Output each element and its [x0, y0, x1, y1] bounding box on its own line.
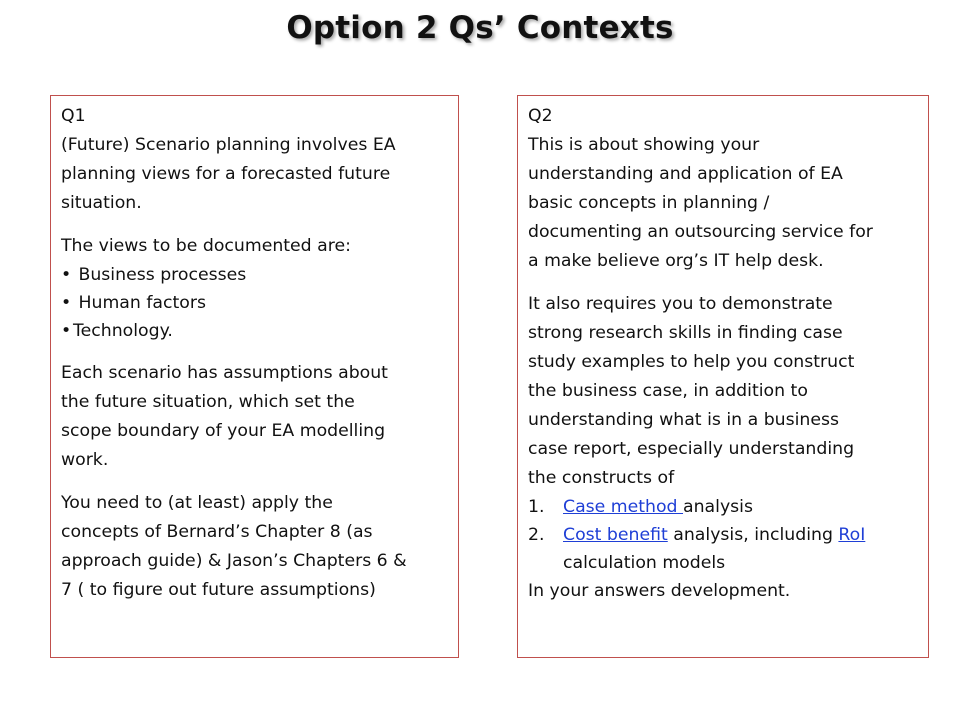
q1-apply-line: You need to (at least) apply the: [61, 493, 333, 513]
q1-scenario-line: work.: [61, 450, 109, 470]
q1-intro-line: planning views for a forecasted future: [61, 164, 391, 184]
list-item: [61, 261, 448, 289]
slide-title: Option 2 Qs’ Contexts: [286, 10, 674, 46]
spacer: [61, 475, 448, 489]
item-content: [563, 521, 865, 549]
item-content: [563, 493, 753, 521]
q1-apply-line: concepts of Bernard’s Chapter 8 (as: [61, 522, 373, 542]
q1-apply-line: approach guide) & Jason’s Chapters 6 &: [61, 551, 407, 571]
case-method-link[interactable]: Case method: [563, 497, 684, 517]
q2-closing: In your answers development.: [528, 581, 791, 601]
roi-link[interactable]: RoI: [838, 525, 866, 545]
q2-research-line: study examples to help you construct: [528, 352, 855, 372]
list-item: [61, 289, 448, 317]
item-text: analysis: [683, 497, 753, 517]
q1-scenario-line: scope boundary of your EA modelling: [61, 421, 386, 441]
q2-about-line: understanding and application of EA: [528, 164, 843, 184]
q1-intro-line: (Future) Scenario planning involves EA: [61, 135, 396, 155]
q2-about-line: documenting an outsourcing service for: [528, 222, 873, 242]
bullet-icon: •: [61, 321, 72, 341]
q1-heading: Q1: [61, 106, 86, 126]
q1-apply-line: 7 ( to figure out future assumptions): [61, 580, 376, 600]
q1-intro-line: situation.: [61, 193, 142, 213]
q2-research-line: case report, especially understanding: [528, 439, 855, 459]
q2-about-line: basic concepts in planning /: [528, 193, 770, 213]
q2-research-line: understanding what is in a business: [528, 410, 840, 430]
numbered-item-continuation: calculation models: [563, 553, 726, 573]
q1-scenario-line: Each scenario has assumptions about: [61, 363, 388, 383]
item-number: 1.: [528, 497, 545, 517]
q2-about-line: a make believe org’s IT help desk.: [528, 251, 824, 271]
spacer: [61, 218, 448, 232]
q2-research-line: strong research skills in finding case: [528, 323, 843, 343]
list-item: [61, 317, 448, 345]
bullet-icon: •: [61, 293, 72, 313]
numbered-item: [528, 493, 918, 521]
q1-scenario-line: the future situation, which set the: [61, 392, 355, 412]
q1-views-label: The views to be documented are:: [61, 236, 351, 256]
bullet-text: Human factors: [78, 293, 206, 313]
q1-box: [50, 95, 459, 658]
numbered-item: [528, 521, 918, 549]
spacer: [61, 345, 448, 359]
bullet-text: Business processes: [78, 265, 247, 285]
cost-benefit-link[interactable]: Cost benefit: [563, 525, 668, 545]
q2-research-line: the constructs of: [528, 468, 675, 488]
bullet-text: Technology.: [73, 321, 173, 341]
q2-box: [517, 95, 929, 658]
q2-research-line: It also requires you to demonstrate: [528, 294, 833, 314]
q2-about-line: This is about showing your: [528, 135, 760, 155]
spacer: [528, 276, 918, 290]
q2-heading: Q2: [528, 106, 553, 126]
bullet-icon: •: [61, 265, 72, 285]
q2-research-line: the business case, in addition to: [528, 381, 808, 401]
item-number: 2.: [528, 525, 545, 545]
item-text: analysis, including: [667, 525, 839, 545]
